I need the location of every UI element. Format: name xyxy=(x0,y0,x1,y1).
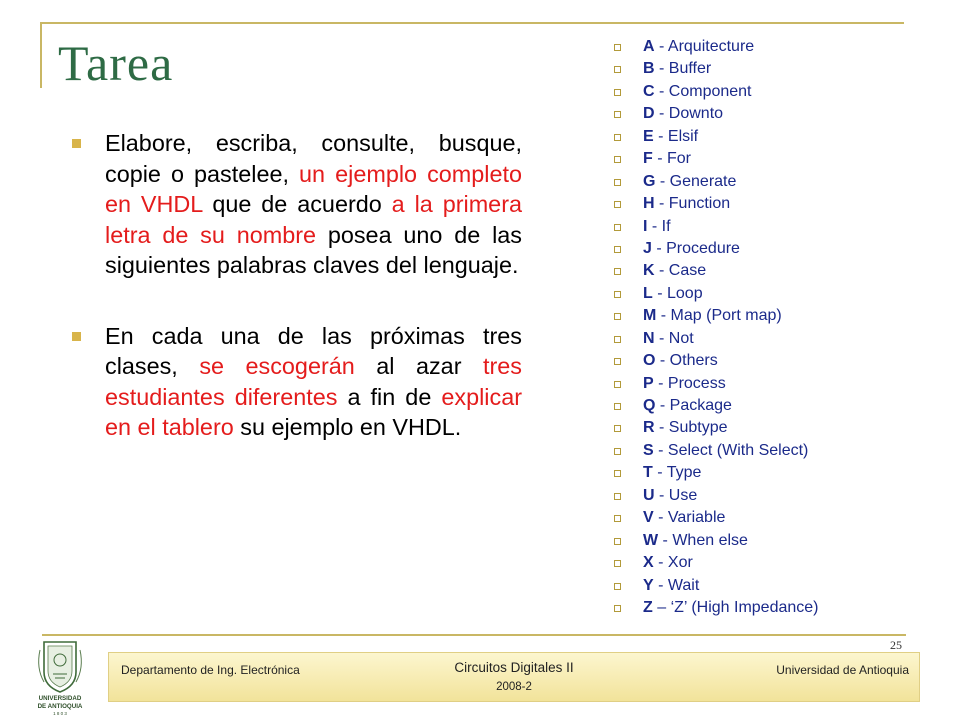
keyword-item xyxy=(612,305,818,327)
keyword-word: Package xyxy=(669,397,732,414)
footer-rule xyxy=(42,634,906,636)
keyword-letter: U xyxy=(643,486,655,504)
keyword-separator: - xyxy=(653,554,668,572)
bullet-box-icon xyxy=(614,66,621,73)
keyword-word: Not xyxy=(668,329,694,347)
body-text: En cada una de las próximas tres clases, xyxy=(105,322,522,379)
footer-bar xyxy=(108,652,920,702)
body-text: al azar xyxy=(354,353,483,379)
keyword-letter: O xyxy=(643,352,656,370)
keyword-word: If xyxy=(661,217,671,235)
body-text: a fin de xyxy=(337,383,442,410)
keyword-letter: W xyxy=(643,531,659,549)
keyword-letter: S xyxy=(643,441,654,459)
keyword-word: Subtype xyxy=(668,419,728,437)
keyword-separator: - xyxy=(655,172,670,190)
keyword-separator: - xyxy=(654,82,669,100)
keyword-item xyxy=(612,283,818,305)
keyword-word: When else xyxy=(672,531,748,549)
keyword-letter: Y xyxy=(643,576,654,594)
keyword-word: Loop xyxy=(667,284,703,302)
keyword-letter: X xyxy=(643,554,654,572)
keyword-separator: - xyxy=(654,38,668,55)
keyword-item xyxy=(612,81,818,103)
keyword-word: Process xyxy=(667,374,726,392)
keyword-item xyxy=(612,328,818,350)
body-text: Elabore, escriba, consulte, busque, copie o pastelee, xyxy=(105,130,522,187)
keyword-item xyxy=(612,193,818,215)
slide-title: Tarea xyxy=(58,35,174,91)
left-rule xyxy=(40,22,42,88)
keyword-letter: K xyxy=(643,262,655,280)
top-rule xyxy=(40,22,904,24)
keyword-letter: Q xyxy=(643,397,656,414)
keyword-letter: E xyxy=(643,127,654,145)
keyword-item xyxy=(612,462,818,484)
bullet-box-icon xyxy=(614,493,621,500)
keyword-item xyxy=(612,552,818,574)
keyword-item xyxy=(612,395,818,417)
highlighted-text: explicar en el tablero xyxy=(105,383,522,440)
keyword-separator: - xyxy=(656,307,671,325)
keyword-item xyxy=(612,126,818,148)
keyword-word: Type xyxy=(666,464,702,482)
keyword-item xyxy=(612,216,818,238)
keyword-item xyxy=(612,171,818,193)
highlighted-text: un ejemplo completo en VHDL xyxy=(105,160,523,217)
keyword-word: Select (With Select) xyxy=(667,441,809,459)
bullet-box-icon xyxy=(614,560,621,567)
page-number: 25 xyxy=(890,638,902,652)
body-text: su ejemplo en VHDL. xyxy=(233,414,462,440)
bullet-box-icon xyxy=(614,358,621,365)
keyword-letter: A xyxy=(643,38,655,55)
keyword-item xyxy=(612,103,818,125)
bullet-box-icon xyxy=(614,515,621,522)
footer-semester: 2008-2 xyxy=(496,681,532,693)
keyword-separator: - xyxy=(653,509,668,527)
bullet-box-icon xyxy=(614,291,621,298)
bullet-box-icon xyxy=(614,179,621,186)
body-text: posea uno de las siguientes palabras claves del lenguaje. xyxy=(105,221,522,278)
keyword-letter: L xyxy=(643,284,653,302)
bullet-box-icon xyxy=(614,89,621,96)
logo-text-3: 1 8 0 3 xyxy=(53,711,67,716)
keyword-word: Variable xyxy=(667,509,726,527)
bullet-box-icon xyxy=(614,403,621,410)
keyword-item xyxy=(612,36,818,58)
keyword-item xyxy=(612,148,818,170)
highlighted-text: se escogerán xyxy=(199,353,355,379)
keyword-word: Downto xyxy=(668,105,724,123)
bullet-box-icon xyxy=(614,156,621,163)
keyword-item xyxy=(612,507,818,529)
university-logo xyxy=(30,638,90,716)
keyword-word: Map (Port map) xyxy=(670,307,782,325)
keyword-item xyxy=(612,575,818,597)
keyword-separator: - xyxy=(653,441,668,459)
keyword-letter: H xyxy=(643,195,655,213)
keyword-letter: J xyxy=(643,239,652,257)
bullet-square-icon xyxy=(72,332,81,341)
bullet-box-icon xyxy=(614,268,621,275)
logo-text-2: DE ANTIOQUIA xyxy=(37,703,83,710)
bullet-box-icon xyxy=(614,44,621,51)
keyword-item xyxy=(612,350,818,372)
keyword-word: Buffer xyxy=(668,60,712,78)
bullet-box-icon xyxy=(614,246,621,253)
keyword-separator: - xyxy=(652,284,667,302)
bullet-box-icon xyxy=(614,470,621,477)
highlighted-text: tres estudiantes diferentes xyxy=(105,353,522,410)
keyword-letter: T xyxy=(643,464,653,482)
bullet-box-icon xyxy=(614,224,621,231)
footer-university: Universidad de Antioquia xyxy=(776,663,909,677)
bullet-box-icon xyxy=(614,134,621,141)
footer-department: Departamento de Ing. Electrónica xyxy=(121,663,300,677)
keyword-item xyxy=(612,440,818,462)
keyword-letter: Z xyxy=(643,598,653,616)
keyword-separator: - xyxy=(654,419,669,437)
keyword-word: For xyxy=(667,150,691,168)
keyword-separator: - xyxy=(654,486,669,504)
bullet-list xyxy=(72,128,522,483)
bullet-box-icon xyxy=(614,448,621,455)
keyword-letter: B xyxy=(643,60,655,78)
bullet-box-icon xyxy=(614,313,621,320)
bullet-box-icon xyxy=(614,583,621,590)
keyword-letter: G xyxy=(643,172,656,190)
keyword-separator: - xyxy=(654,262,669,280)
keyword-item xyxy=(612,58,818,80)
keyword-separator: - xyxy=(654,195,669,213)
bullet-box-icon xyxy=(614,538,621,545)
logo-text-1: UNIVERSIDAD xyxy=(38,695,82,702)
keyword-letter: M xyxy=(643,307,657,325)
keyword-item xyxy=(612,417,818,439)
keyword-word: Arquitecture xyxy=(667,38,755,55)
keyword-letter: P xyxy=(643,374,654,392)
keyword-word: Wait xyxy=(667,576,700,594)
keyword-item xyxy=(612,260,818,282)
highlighted-text: a la primera letra de su nombre xyxy=(105,191,522,248)
bullet-square-icon xyxy=(72,139,81,148)
keyword-word: Use xyxy=(668,486,698,504)
keyword-letter: I xyxy=(643,217,648,235)
keyword-list xyxy=(612,36,818,619)
keyword-letter: C xyxy=(643,82,655,100)
keyword-item xyxy=(612,238,818,260)
bullet-box-icon xyxy=(614,336,621,343)
bullet-box-icon xyxy=(614,425,621,432)
keyword-separator: - xyxy=(655,352,670,370)
bullet-box-icon xyxy=(614,381,621,388)
bullet-box-icon xyxy=(614,111,621,118)
keyword-separator: - xyxy=(653,127,668,145)
keyword-separator: - xyxy=(652,150,667,168)
keyword-item xyxy=(612,597,818,619)
keyword-word: Generate xyxy=(669,172,737,190)
keyword-word: Case xyxy=(668,262,707,280)
keyword-word: Component xyxy=(668,82,752,100)
keyword-separator: - xyxy=(655,397,670,414)
bullet-paragraph xyxy=(72,128,522,281)
bullet-paragraph xyxy=(72,321,522,443)
keyword-word: Others xyxy=(669,352,718,370)
keyword-separator: - xyxy=(654,329,669,347)
keyword-letter: F xyxy=(643,150,653,168)
keyword-item xyxy=(612,530,818,552)
keyword-separator: - xyxy=(653,576,668,594)
keyword-letter: V xyxy=(643,509,654,527)
university-seal-icon xyxy=(39,642,82,692)
keyword-word: ‘Z’ (High Impedance) xyxy=(670,598,819,616)
keyword-separator: - xyxy=(654,60,669,78)
keyword-item xyxy=(612,373,818,395)
body-text: que de acuerdo xyxy=(202,191,392,217)
keyword-word: Procedure xyxy=(666,239,740,257)
keyword-letter: D xyxy=(643,105,655,123)
keyword-word: Xor xyxy=(667,554,693,572)
keyword-word: Function xyxy=(668,195,731,213)
bullet-box-icon xyxy=(614,605,621,612)
keyword-separator: - xyxy=(658,531,673,549)
bullet-box-icon xyxy=(614,201,621,208)
footer-course: Circuitos Digitales II xyxy=(454,660,574,675)
keyword-separator: – xyxy=(652,598,671,616)
keyword-separator: - xyxy=(647,217,662,235)
keyword-item xyxy=(612,485,818,507)
keyword-separator: - xyxy=(653,374,668,392)
keyword-separator: - xyxy=(652,464,667,482)
keyword-letter: N xyxy=(643,329,655,347)
keyword-letter: R xyxy=(643,419,655,437)
keyword-word: Elsif xyxy=(667,127,699,145)
keyword-separator: - xyxy=(651,239,667,257)
keyword-separator: - xyxy=(654,105,669,123)
